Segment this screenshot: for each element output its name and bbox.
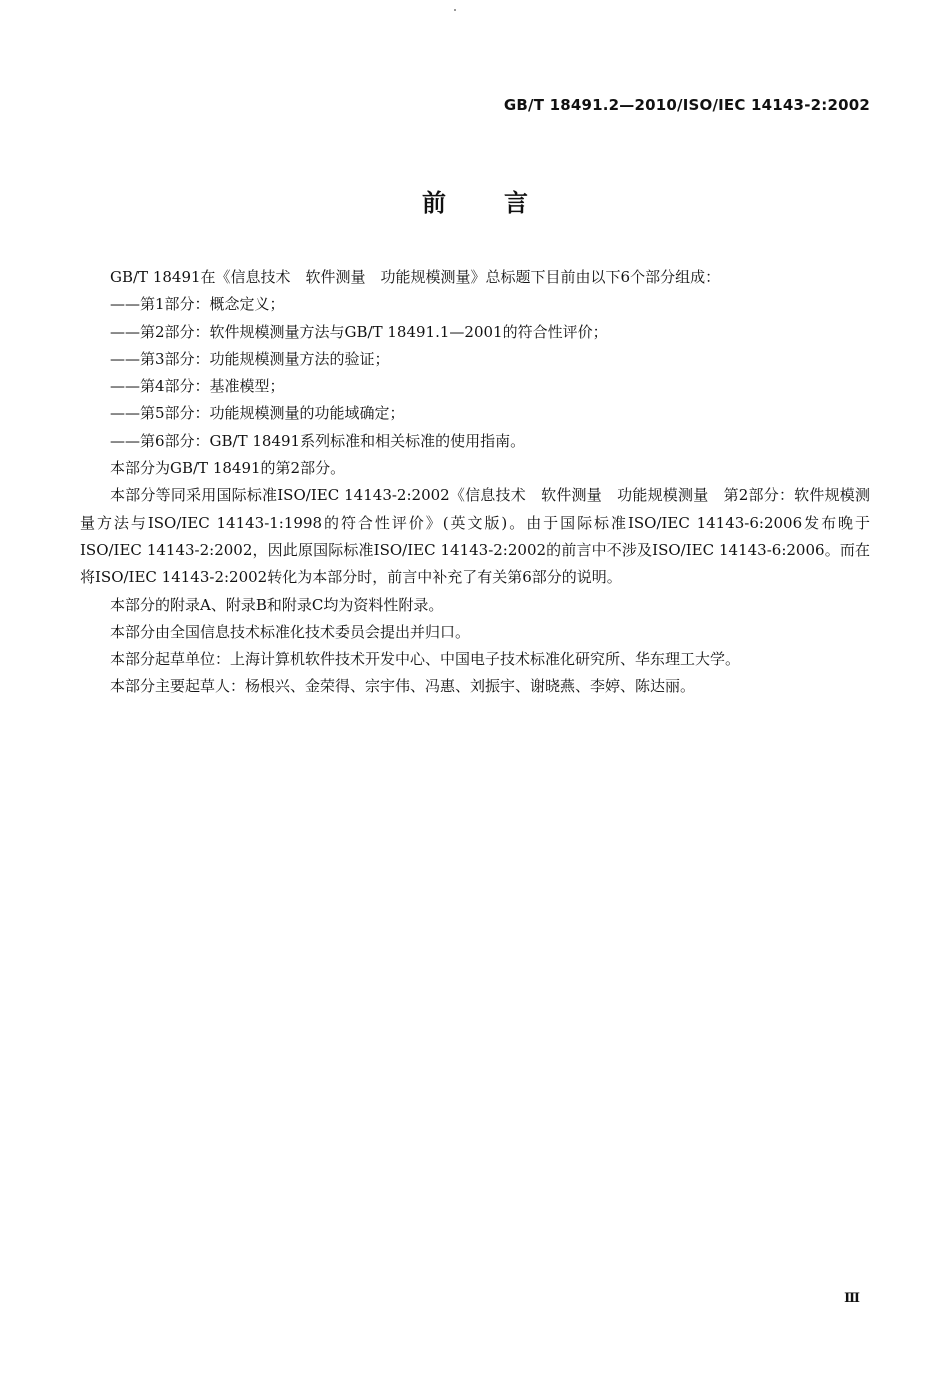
scan-dot bbox=[454, 9, 456, 11]
part-list-item: ——第5部分：功能规模测量的功能域确定； bbox=[110, 404, 405, 423]
annex-paragraph: 本部分的附录A、附录B和附录C均为资料性附录。 bbox=[110, 595, 444, 614]
drafting-units-paragraph: 本部分起草单位：上海计算机软件技术开发中心、中国电子技术标准化研究所、华东理工大学。 bbox=[110, 650, 741, 669]
adoption-paragraph: 本部分等同采用国际标准ISO/IEC 14143-2:2002《信息技术 软件测量 功能规模测量 第2部分：软件规模测量方法与ISO/IEC 14143-1:1998的符合性评价》(英文版)。由于国际标准ISO/IEC 14143-6:2006发布晚于ISO/IEC 14143-2:2002，因此原国际标准ISO/IEC 14143-2:2002的前言中不涉及ISO/IEC 14143-6:2006。而在将ISO/IEC 14143-2:2002转化为本部分时，前言中补充了有关第6部分的说明。 bbox=[80, 486, 870, 587]
part-list-item: ——第6部分：GB/T 18491系列标准和相关标准的使用指南。 bbox=[110, 431, 526, 450]
part-list-item: ——第1部分：概念定义； bbox=[110, 295, 285, 314]
part-list-item: ——第2部分：软件规模测量方法与GB/T 18491.1—2001的符合性评价； bbox=[110, 322, 608, 341]
part-list-item: ——第3部分：功能规模测量方法的验证； bbox=[110, 349, 390, 368]
part-statement-paragraph: 本部分为GB/T 18491的第2部分。 bbox=[110, 459, 346, 478]
intro-paragraph: GB/T 18491在《信息技术 软件测量 功能规模测量》总标题下目前由以下6个部分组成： bbox=[110, 268, 721, 286]
proposer-paragraph: 本部分由全国信息技术标准化技术委员会提出并归口。 bbox=[110, 622, 471, 641]
page-title: 前言 bbox=[422, 189, 586, 217]
part-list-item: ——第4部分：基准模型； bbox=[110, 377, 285, 396]
standard-number-header: GB/T 18491.2—2010/ISO/IEC 14143-2:2002 bbox=[503, 96, 870, 114]
drafters-paragraph: 本部分主要起草人：杨根兴、金荣得、宗宇伟、冯惠、刘振宇、谢晓燕、李婷、陈达丽。 bbox=[110, 677, 696, 696]
page-number: Ⅲ bbox=[844, 1291, 860, 1306]
foreword-body bbox=[80, 264, 870, 701]
